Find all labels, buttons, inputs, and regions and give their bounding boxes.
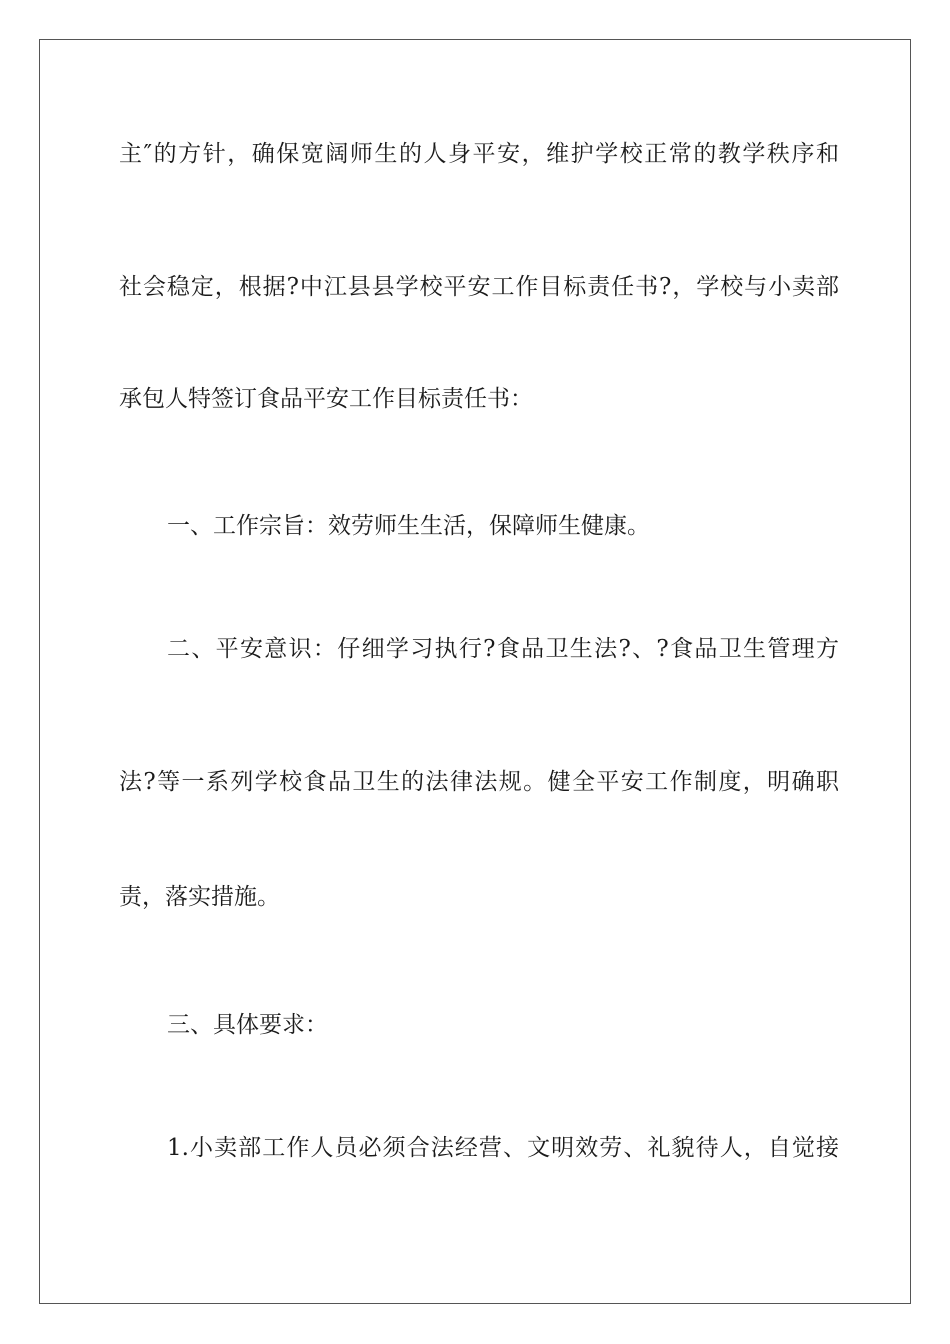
section-three-heading: 三、具体要求： [167,1012,328,1038]
section-two-line-2: 法?等一系列学校食品卫生的法律法规。健全平安工作制度，明确职 [119,769,839,795]
paragraph-line-3: 承包人特签订食品平安工作目标责任书： [119,386,533,412]
paragraph-line-2: 社会稳定，根据?中江县县学校平安工作目标责任书?，学校与小卖部 [119,274,839,300]
section-one-heading: 一、工作宗旨：效劳师生生活，保障师生健康。 [167,513,650,539]
paragraph-line-1: 主″的方针，确保宽阔师生的人身平安，维护学校正常的教学秩序和 [119,141,839,167]
section-two-line-3: 责，落实措施。 [119,884,280,910]
document-page [39,39,911,1304]
requirement-item-1: 1.小卖部工作人员必须合法经营、文明效劳、礼貌待人，自觉接 [167,1135,839,1161]
section-two-line-1: 二、平安意识：仔细学习执行?食品卫生法?、?食品卫生管理方 [167,636,839,662]
